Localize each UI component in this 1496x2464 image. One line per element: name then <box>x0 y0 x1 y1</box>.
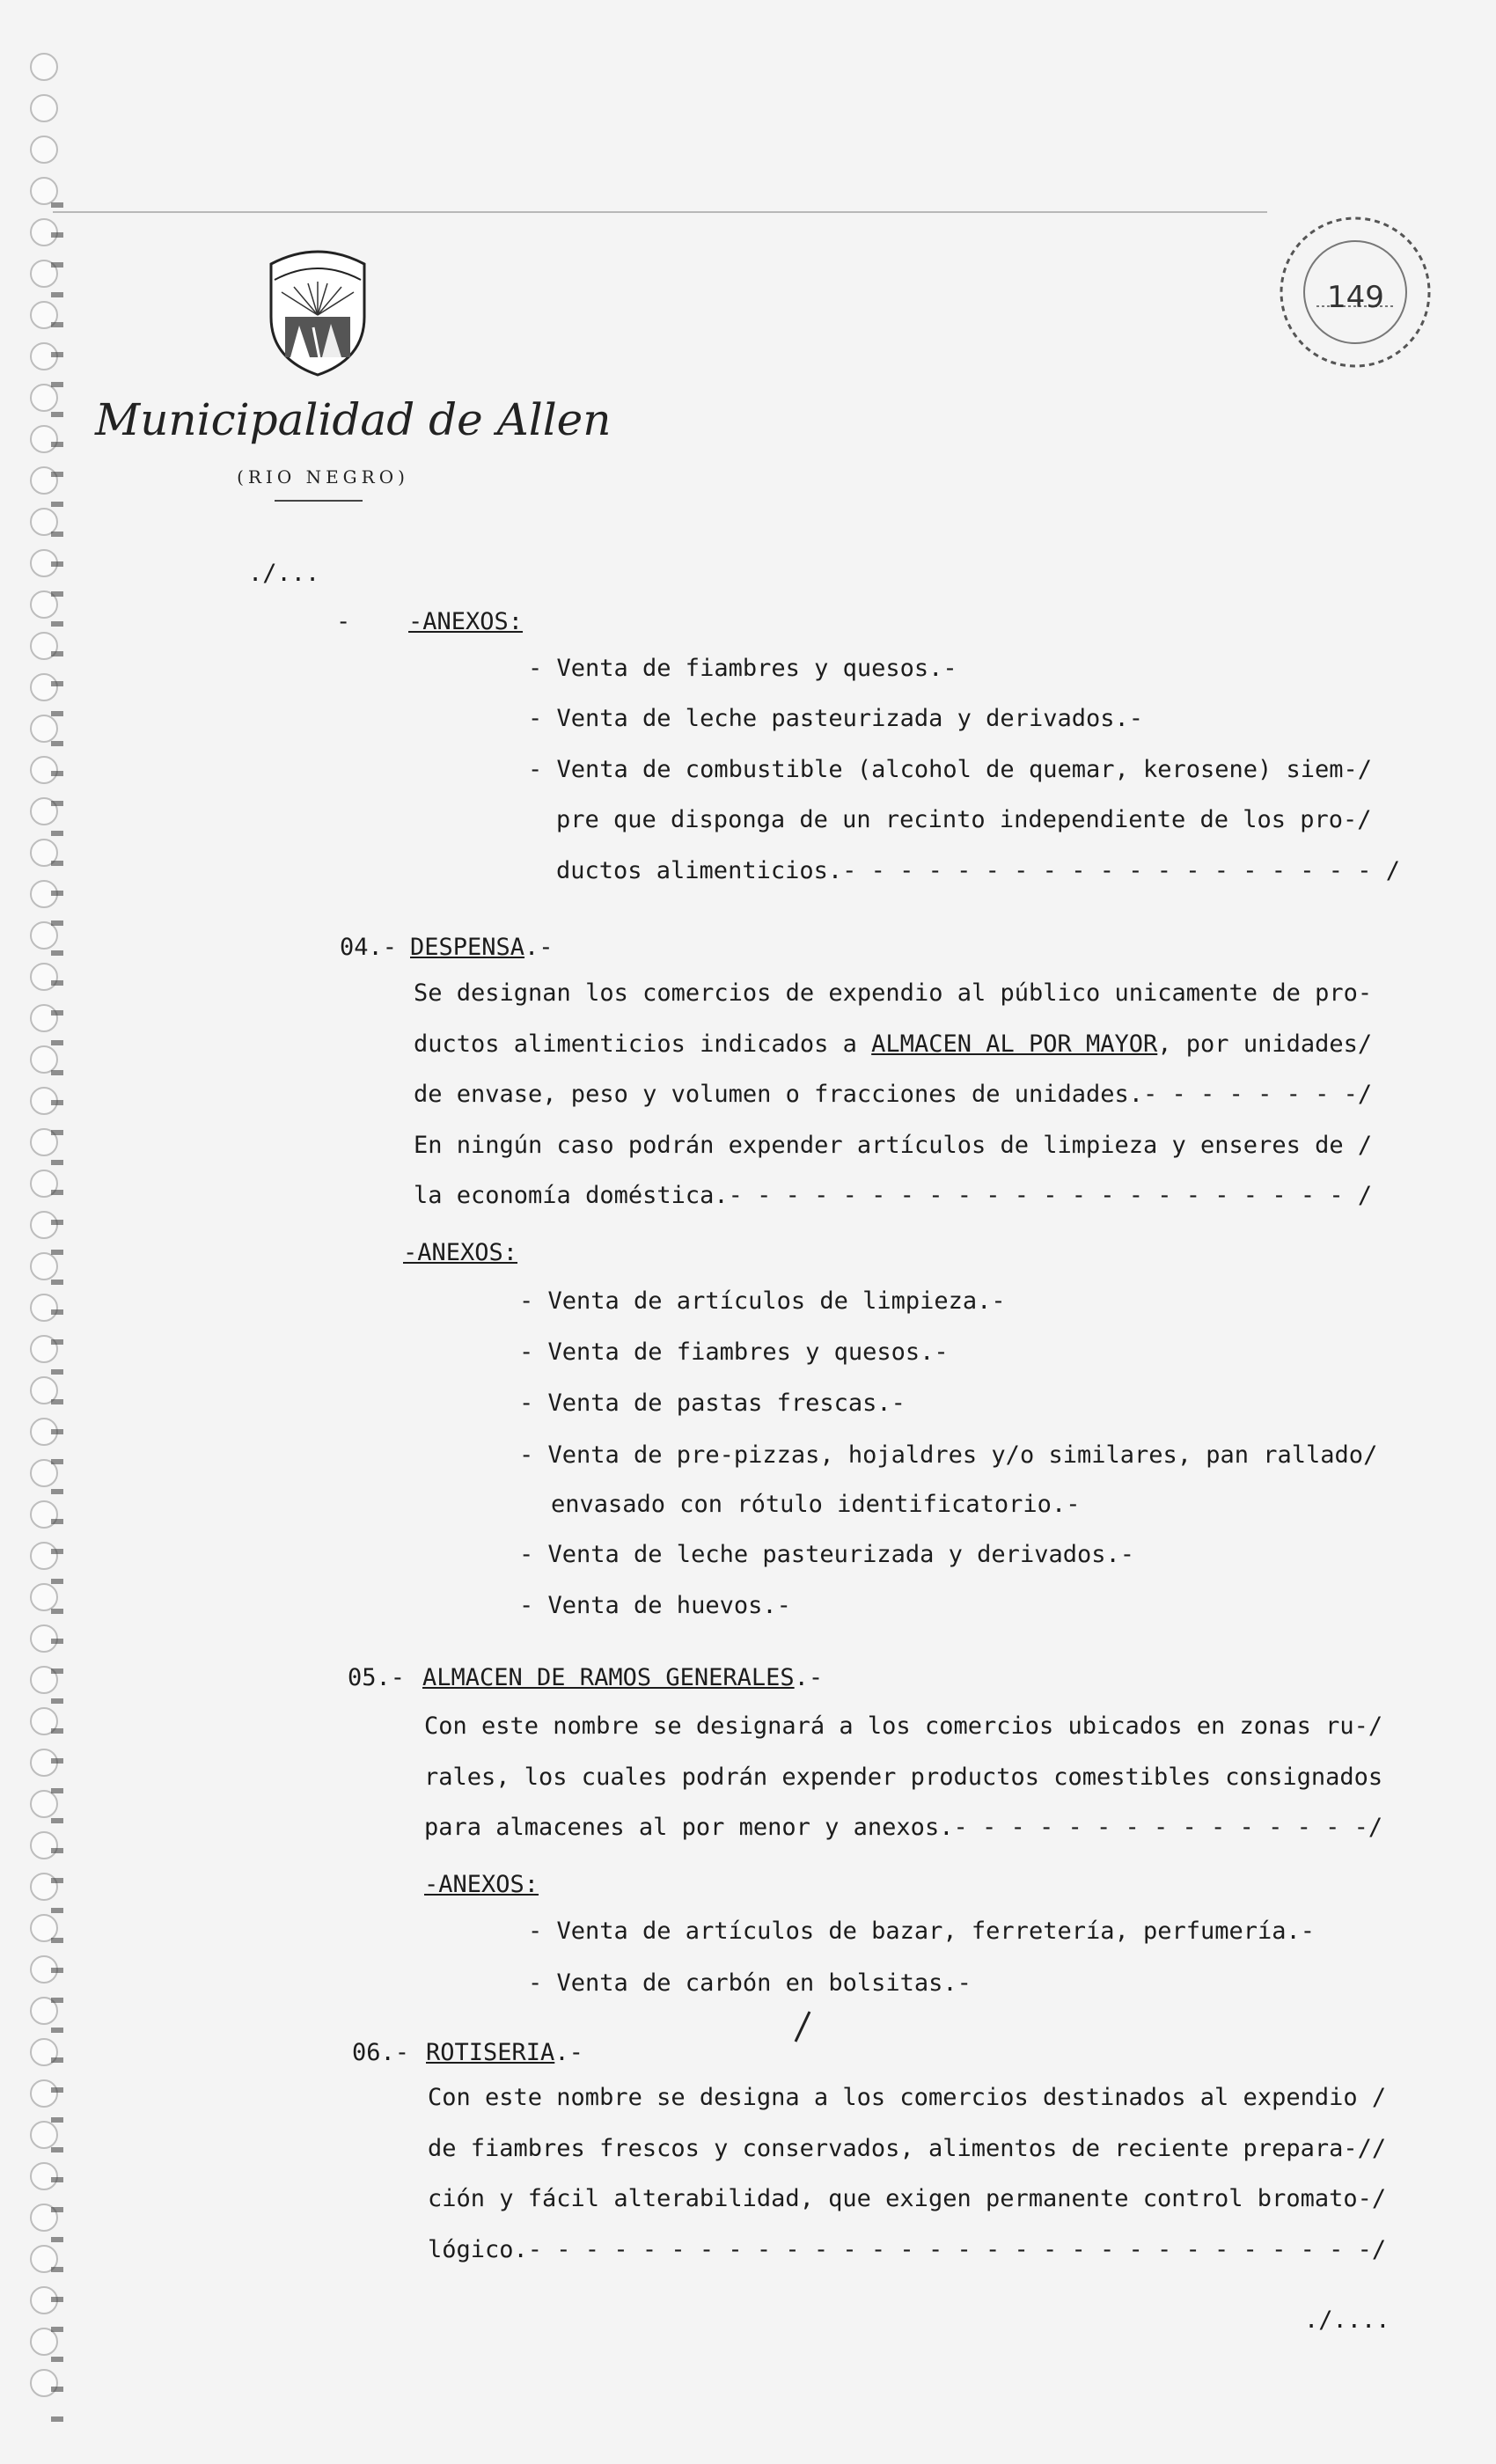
annex-item: - Venta de carbón en bolsitas.- <box>528 1969 972 1997</box>
section-body-line: Con este nombre se designa a los comercios destinados al expendio / <box>428 2084 1387 2111</box>
annex-item: - Venta de huevos.- <box>519 1592 791 1619</box>
annex-item: - Venta de combustible (alcohol de quemar, kerosene) siem-/ <box>528 756 1373 783</box>
section-body-line: Con este nombre se designará a los comercios ubicados en zonas ru-/ <box>424 1712 1383 1740</box>
province-name: (RIO NEGRO) <box>237 466 409 488</box>
section-title-suffix: .- <box>794 1664 824 1691</box>
section-title <box>410 933 554 963</box>
annex-item: - Venta de artículos de bazar, ferretería, perfumería.- <box>528 1918 1316 1945</box>
continuation-marker-top: ./... <box>248 560 320 587</box>
annex-item: envasado con rótulo identificatorio.- <box>551 1491 1081 1518</box>
binder-hole <box>30 94 58 122</box>
section-body-line <box>414 1030 1372 1060</box>
annex-item: - Venta de fiambres y quesos.- <box>528 655 957 682</box>
section-number: 05.- <box>348 1664 406 1691</box>
annex-item: - Venta de pre-pizzas, hojaldres y/o similares, pan rallado/ <box>519 1441 1378 1469</box>
body-text-underlined: ALMACEN AL POR MAYOR <box>871 1030 1158 1058</box>
stamp-folio-number: 149 <box>1327 280 1384 315</box>
binder-hole <box>30 136 58 164</box>
annex-item: ductos alimenticios.- - - - - - - - - - - - - - - - - - - / <box>556 857 1401 884</box>
annex-heading: -ANEXOS: <box>424 1871 539 1898</box>
annex-bullet: - <box>336 608 351 635</box>
binding-strip <box>51 202 63 2446</box>
section-body-line: de envase, peso y volumen o fracciones de unidades.- - - - - - - -/ <box>414 1081 1373 1108</box>
section-body-line: la economía doméstica.- - - - - - - - - - - - - - - - - - - - - - / <box>414 1182 1373 1209</box>
continuation-marker-bottom: ./.... <box>1304 2306 1390 2334</box>
section-body-line: rales, los cuales podrán expender productos comestibles consignados <box>424 1764 1383 1791</box>
annex-item: - Venta de leche pasteurizada y derivados.- <box>519 1541 1134 1568</box>
annex-item: - Venta de pastas frescas.- <box>519 1390 906 1417</box>
binder-hole <box>30 53 58 81</box>
section-body-line: ción y fácil alterabilidad, que exigen permanente control bromato-/ <box>428 2185 1387 2212</box>
handwritten-slash-mark <box>792 2009 813 2044</box>
top-rule <box>53 211 1267 213</box>
section-title-suffix: .- <box>554 2039 583 2066</box>
section-title-text: ALMACEN DE RAMOS GENERALES <box>422 1664 795 1691</box>
municipal-crest-icon <box>264 246 371 378</box>
section-number: 06.- <box>352 2039 410 2066</box>
section-body-line: lógico.- - - - - - - - - - - - - - - - - - - - - - - - - - - - - -/ <box>428 2236 1387 2263</box>
section-body-line: En ningún caso podrán expender artículos de limpieza y enseres de / <box>414 1132 1373 1159</box>
annex-item: - Venta de leche pasteurizada y derivados.- <box>528 705 1143 732</box>
section-title <box>422 1663 823 1693</box>
annex-item: - Venta de fiambres y quesos.- <box>519 1338 949 1366</box>
section-title-text: DESPENSA <box>410 934 525 961</box>
section-body-line: para almacenes al por menor y anexos.- - - - - - - - - - - - - - -/ <box>424 1814 1383 1841</box>
section-title-text: ROTISERIA <box>426 2039 555 2066</box>
section-number: 04.- <box>340 934 398 961</box>
annex-heading: -ANEXOS: <box>403 1239 518 1266</box>
binder-hole <box>30 177 58 205</box>
body-text: ductos alimenticios indicados a <box>414 1030 872 1058</box>
section-body-line: de fiambres frescos y conservados, alimentos de reciente prepara-// <box>428 2135 1387 2162</box>
annex-item: pre que disponga de un recinto independiente de los pro-/ <box>556 806 1372 833</box>
section-body-line: Se designan los comercios de expendio al público unicamente de pro- <box>414 979 1373 1007</box>
header-rule <box>275 500 363 502</box>
annex-item: - Venta de artículos de limpieza.- <box>519 1287 1006 1315</box>
section-title <box>426 2038 583 2068</box>
body-text: , por unidades/ <box>1157 1030 1373 1058</box>
annex-heading: -ANEXOS: <box>408 608 524 635</box>
section-title-suffix: .- <box>524 934 554 961</box>
municipality-name: Municipalidad de Allen <box>95 394 612 445</box>
